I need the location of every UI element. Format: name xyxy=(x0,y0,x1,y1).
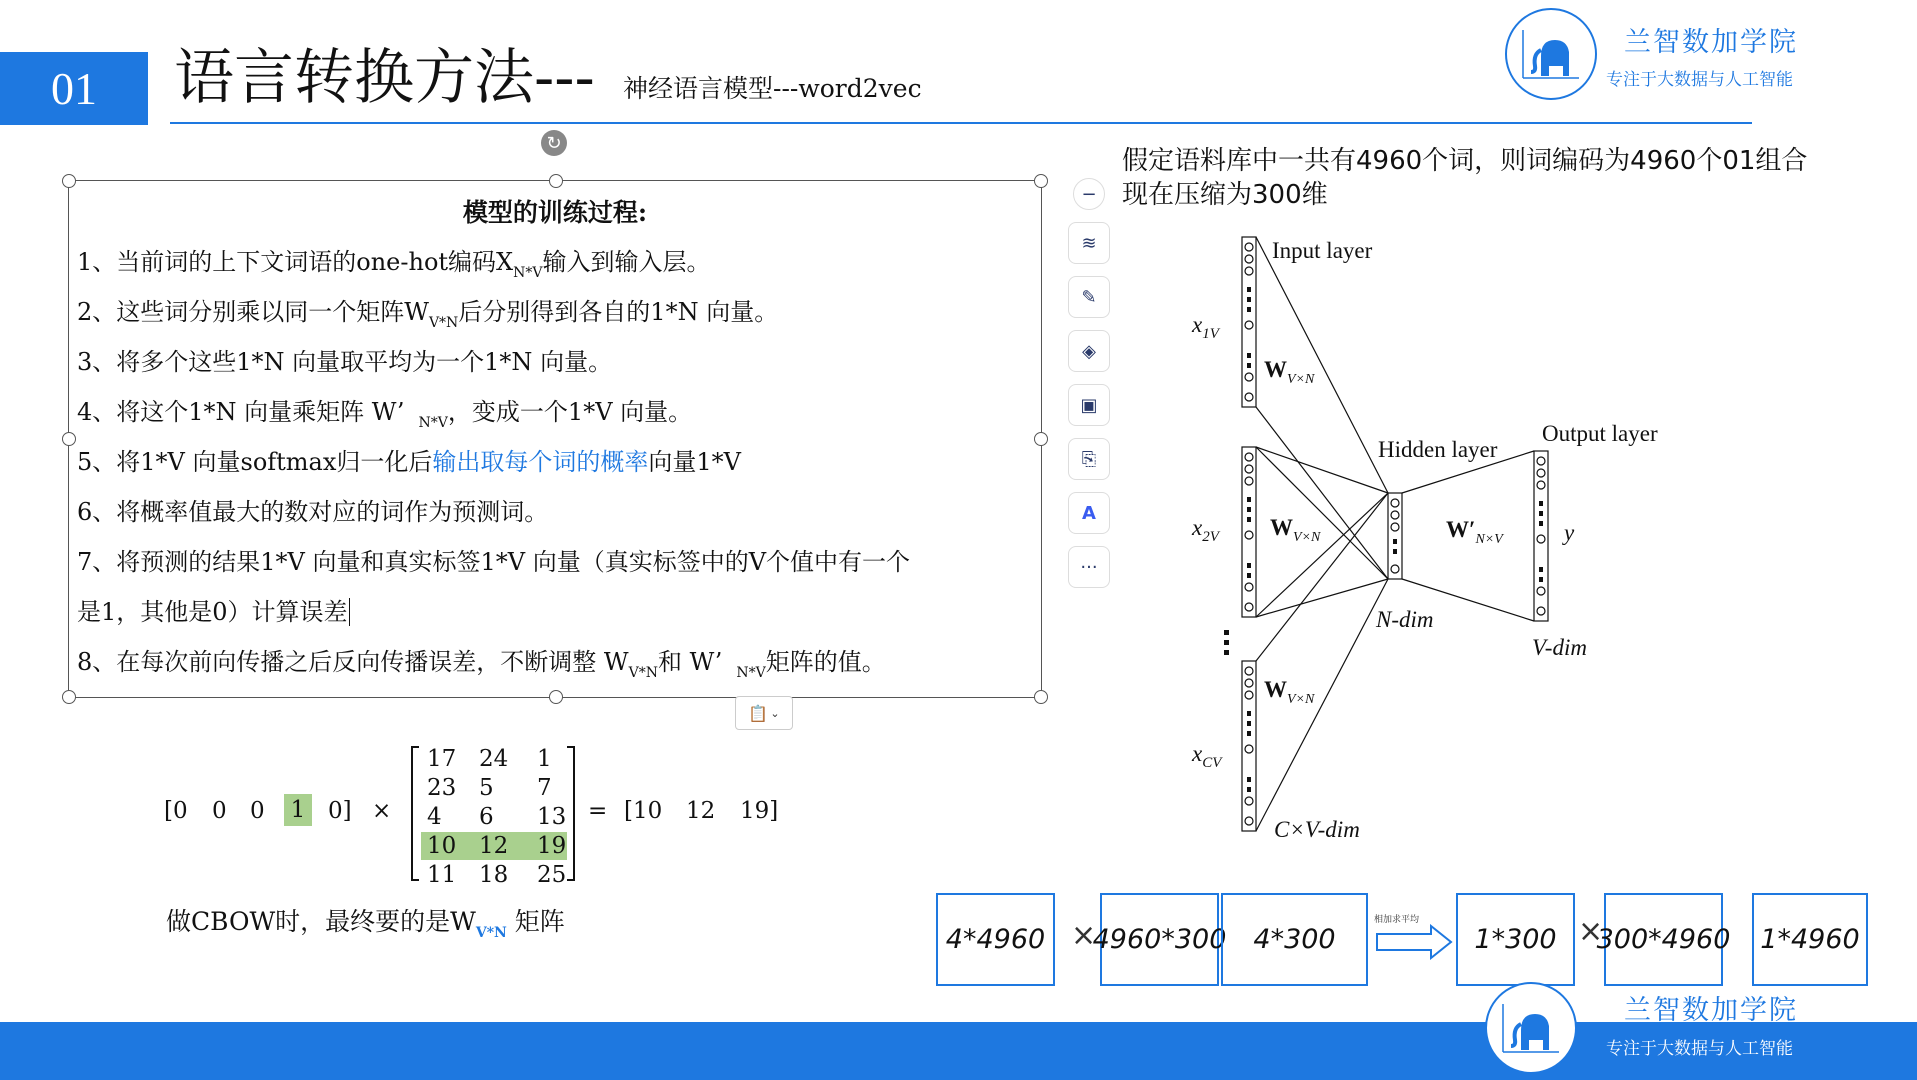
step-7-line-2 xyxy=(77,597,350,627)
page-title: 语言转换方法--- xyxy=(174,43,595,113)
w1-text: W xyxy=(1264,357,1287,382)
step-4-text: 4、将这个1*N 向量乘矩阵 W’ xyxy=(77,398,405,426)
cbow-note-text: 做CBOW时，最终要的是W xyxy=(166,907,476,936)
more-icon: ··· xyxy=(1080,556,1098,578)
n-dim-label: N-dim xyxy=(1376,607,1434,632)
resize-handle-w[interactable] xyxy=(62,432,76,446)
step-5 xyxy=(77,447,741,477)
dim-box-hidden-avg: 1*300 xyxy=(1456,893,1575,986)
vector-entry-3: 0 xyxy=(250,798,265,824)
step-2-text: 2、这些词分别乘以同一个矩阵W xyxy=(77,298,429,326)
ai-logo-icon: A xyxy=(1082,502,1096,524)
footer-logo-elephant-icon xyxy=(1485,982,1577,1074)
wc-label xyxy=(1264,677,1315,707)
step-8-mid: 和 W’ xyxy=(657,648,723,676)
section-number-text: 01 xyxy=(51,63,97,114)
resize-handle-sw[interactable] xyxy=(62,690,76,704)
matrix-cell: 6 xyxy=(479,804,494,830)
paste-options-button[interactable] xyxy=(735,696,793,730)
cbow-diagram xyxy=(1180,225,1740,845)
step-7-line-1: 7、将预测的结果1*V 向量和真实标签1*V 向量（真实标签中的V个值中有一个 xyxy=(77,548,911,576)
selected-textbox[interactable] xyxy=(68,180,1042,698)
frame-button[interactable] xyxy=(1068,384,1110,426)
vector-entry-2: 0 xyxy=(212,798,227,824)
layers-button[interactable] xyxy=(1068,222,1110,264)
text-cursor xyxy=(349,598,350,626)
dim-box-output-weight: 300*4960 xyxy=(1604,893,1723,986)
x2v-sub: 2V xyxy=(1202,529,1219,545)
section-number xyxy=(0,52,148,125)
matrix-cell: 18 xyxy=(479,862,509,888)
matrix-cell: 4 xyxy=(427,804,442,830)
step-8-sub-1: V*N xyxy=(628,665,658,681)
step-5-end: 向量1*V xyxy=(648,448,742,476)
right-arrow-icon xyxy=(1375,924,1455,960)
compression-description: 现在压缩为300维 xyxy=(1122,180,1328,210)
result-entry-3: 19] xyxy=(740,798,779,824)
matrix-cell: 24 xyxy=(479,746,509,772)
xcv-text: x xyxy=(1192,741,1203,766)
step-3: 3、将多个这些1*N 向量取平均为一个1*N 向量。 xyxy=(77,348,613,376)
cbow-note-end: 矩阵 xyxy=(506,907,565,936)
resize-handle-s[interactable] xyxy=(549,690,563,704)
step-6: 6、将概率值最大的数对应的词作为预测词。 xyxy=(77,498,549,526)
bracket-tick xyxy=(411,879,419,881)
logo-name: 兰智数加学院 xyxy=(1624,27,1798,58)
resize-handle-nw[interactable] xyxy=(62,174,76,188)
cbow-note-sub: V*N xyxy=(475,925,507,941)
w2-sub: V×N xyxy=(1293,530,1321,545)
logo-elephant-icon xyxy=(1505,8,1597,100)
step-1-sub: N*V xyxy=(513,265,543,281)
step-4-end: ，变成一个1*V 向量。 xyxy=(447,398,693,426)
step-8-sub-2: N*V xyxy=(736,665,766,681)
minus-icon: − xyxy=(1081,183,1097,205)
copy-format-icon: ⎘ xyxy=(1081,448,1097,470)
xcv-sub: CV xyxy=(1202,755,1222,771)
more-button[interactable] xyxy=(1068,546,1110,588)
matrix-cell: 1 xyxy=(537,746,552,772)
fill-button[interactable] xyxy=(1068,330,1110,372)
wc-text: W xyxy=(1264,677,1287,702)
w2-label xyxy=(1270,515,1321,545)
collapse-button[interactable] xyxy=(1073,178,1105,210)
v-dim-label: V-dim xyxy=(1532,635,1587,660)
matrix-cell: 13 xyxy=(537,804,567,830)
step-1-end: 输入到输入层。 xyxy=(542,248,711,276)
cbow-note xyxy=(166,902,565,941)
equals-symbol: = xyxy=(588,798,608,824)
x1v-text: x xyxy=(1192,312,1203,337)
brush-button[interactable] xyxy=(1068,276,1110,318)
corpus-description: 假定语料库中一共有4960个词，则词编码为4960个01组合 xyxy=(1122,146,1808,176)
step-1 xyxy=(77,247,711,288)
dim-box-output: 1*4960 xyxy=(1752,893,1868,986)
step-8 xyxy=(77,647,886,688)
matrix-brackets xyxy=(411,746,575,888)
x1v-sub: 1V xyxy=(1202,326,1219,342)
step-4 xyxy=(77,397,692,438)
times-symbol: × xyxy=(372,798,392,824)
average-arrow-label: 相加求平均 xyxy=(1374,915,1420,925)
matrix-cell: 23 xyxy=(427,775,457,801)
step-5-text: 5、将1*V 向量softmax归一化后 xyxy=(77,448,433,476)
footer-logo-name: 兰智数加学院 xyxy=(1624,995,1798,1026)
xcv-label xyxy=(1191,741,1223,771)
step-8-end: 矩阵的值。 xyxy=(765,648,886,676)
vector-entry-5: 0] xyxy=(328,798,352,824)
matrix-cell: 5 xyxy=(479,775,494,801)
ai-button[interactable] xyxy=(1068,492,1110,534)
result-entry-2: 12 xyxy=(686,798,716,824)
input-layer-label: Input layer xyxy=(1272,238,1373,263)
frame-icon: ▣ xyxy=(1080,394,1098,416)
matrix-cell: 7 xyxy=(537,775,552,801)
textbox-heading: 模型的训练过程: xyxy=(462,198,648,227)
cv-dim-label: C×V-dim xyxy=(1274,817,1360,842)
footer-logo-slogan: 专注于大数据与人工智能 xyxy=(1606,1039,1793,1059)
hidden-layer-label: Hidden layer xyxy=(1378,437,1498,462)
result-entry-1: [10 xyxy=(624,798,663,824)
wc-sub: V×N xyxy=(1287,692,1315,707)
dim-box-weight: 4960*300 xyxy=(1100,893,1219,986)
resize-handle-ne[interactable] xyxy=(1034,174,1048,188)
output-layer-label: Output layer xyxy=(1542,421,1658,446)
matrix-cell: 19 xyxy=(537,833,567,859)
layers-icon: ≋ xyxy=(1081,232,1097,254)
matrix-cell: 17 xyxy=(427,746,457,772)
logo-slogan: 专注于大数据与人工智能 xyxy=(1606,70,1793,90)
w1-label xyxy=(1264,357,1315,387)
step-4-sub: N*V xyxy=(418,415,448,431)
step-2 xyxy=(77,297,778,338)
matrix-cell: 11 xyxy=(427,862,457,888)
fill-bucket-icon: ◈ xyxy=(1082,340,1096,362)
bracket-tick xyxy=(567,746,575,748)
rotate-handle-icon[interactable]: ↻ xyxy=(541,130,567,156)
multiply-symbol-2: × xyxy=(1578,914,1604,949)
matrix-cell: 10 xyxy=(427,833,457,859)
resize-handle-e[interactable] xyxy=(1034,432,1048,446)
x1v-label xyxy=(1191,312,1221,342)
matrix-cell: 25 xyxy=(537,862,567,888)
step-8-text: 8、在每次前向传播之后反向传播误差，不断调整 W xyxy=(77,648,629,676)
dim-box-hidden-sum: 4*300 xyxy=(1221,893,1368,986)
w-out-text: W′ xyxy=(1446,517,1476,542)
clipboard-icon: 📋 xyxy=(748,703,769,723)
w2-text: W xyxy=(1270,515,1293,540)
title-divider xyxy=(170,122,1752,124)
step-2-end: 后分别得到各自的1*N 向量。 xyxy=(458,298,779,326)
bracket-tick xyxy=(411,746,419,748)
chevron-down-icon: ⌄ xyxy=(770,706,780,720)
bracket-tick xyxy=(567,879,575,881)
matrix-cell: 12 xyxy=(479,833,509,859)
dim-box-input: 4*4960 xyxy=(936,893,1055,986)
w-out-label xyxy=(1446,517,1504,547)
multiply-symbol-1: × xyxy=(1071,918,1097,953)
x2v-text: x xyxy=(1192,515,1203,540)
step-5-highlight: 输出取每个词的概率 xyxy=(432,448,649,476)
step-7-line-2-text: 是1，其他是0）计算误差 xyxy=(77,598,348,626)
w-out-sub: N×V xyxy=(1475,532,1503,547)
copy-format-button[interactable] xyxy=(1068,438,1110,480)
resize-handle-se[interactable] xyxy=(1034,690,1048,704)
brush-icon: ✎ xyxy=(1081,286,1097,308)
vector-entry-1: [0 xyxy=(164,798,188,824)
page-subtitle: 神经语言模型---word2vec xyxy=(623,74,922,103)
step-1-text: 1、当前词的上下文词语的one-hot编码X xyxy=(77,248,514,276)
resize-handle-n[interactable] xyxy=(549,174,563,188)
vector-entry-4-highlight: 1 xyxy=(284,794,312,826)
step-2-sub: V*N xyxy=(428,315,459,331)
y-label: y xyxy=(1564,520,1575,545)
w1-sub: V×N xyxy=(1287,372,1315,387)
x2v-label xyxy=(1191,515,1221,545)
